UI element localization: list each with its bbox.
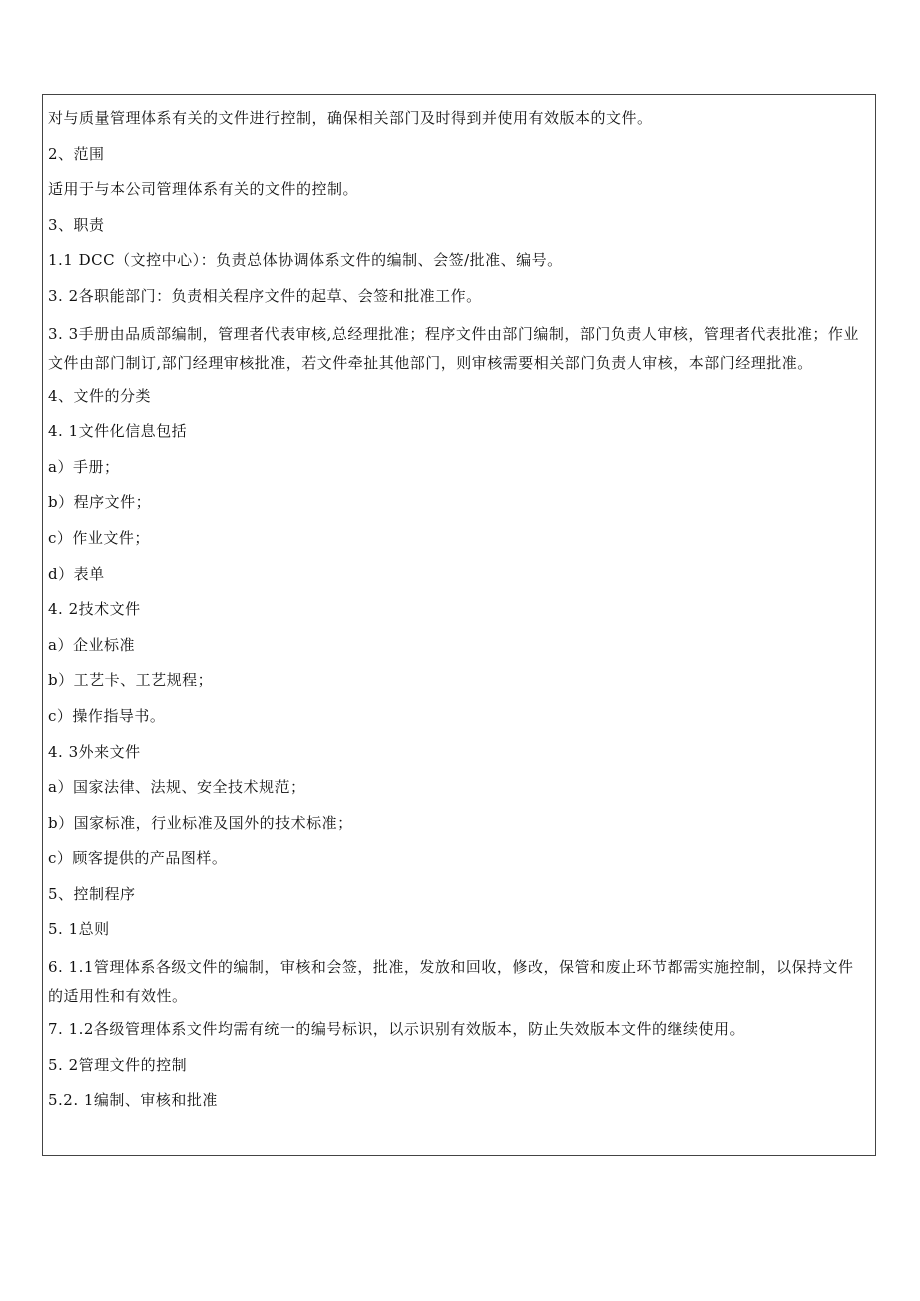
list-item: c）作业文件； <box>48 528 150 547</box>
item-4-2: 4. 2技术文件 <box>48 600 141 619</box>
item-3-3: 3. 3手册由品质部编制，管理者代表审核,总经理批准；程序文件由部门编制，部门负责人审核，管理者代表批准；作业文件由部门制订,部门经理审核批准，若文件牵扯其他部门，则审核需要相关部门负责人审核，本部门经理批准。 <box>48 324 859 372</box>
item-4-3: 4. 3外来文件 <box>48 742 141 761</box>
item-dcc: 1.1 DCC（文控中心）：负责总体协调体系文件的编制、会签/批准、编号。 <box>48 251 563 270</box>
paragraph-purpose: 对与质量管理体系有关的文件进行控制，确保相关部门及时得到并使用有效版本的文件。 <box>48 109 653 127</box>
item-3-2: 3. 2各职能部门：负责相关程序文件的起草、会签和批准工作。 <box>48 286 482 305</box>
list-item: c）操作指导书。 <box>48 706 166 725</box>
document-body <box>48 106 867 1124</box>
item-5-2-1: 5.2. 1编制、审核和批准 <box>48 1091 218 1110</box>
item-5-1: 5. 1总则 <box>48 920 110 939</box>
document-frame <box>42 94 876 1156</box>
list-item: b）工艺卡、工艺规程； <box>48 671 214 690</box>
list-item: a）企业标准 <box>48 635 135 654</box>
list-item: b）国家标准，行业标准及国外的技术标准； <box>48 813 353 832</box>
heading-scope: 2、范围 <box>48 144 105 163</box>
item-6-1-1: 6. 1.1管理体系各级文件的编制，审核和会签，批准，发放和回收，修改，保管和废止环节都需实施控制，以保持文件的适用性和有效性。 <box>48 958 854 1006</box>
heading-classification: 4、文件的分类 <box>48 386 152 405</box>
list-item: b）程序文件； <box>48 493 152 512</box>
list-item: a）国家法律、法规、安全技术规范； <box>48 778 306 797</box>
item-4-1: 4. 1文件化信息包括 <box>48 422 188 441</box>
list-item: d）表单 <box>48 564 105 583</box>
heading-responsibilities: 3、职责 <box>48 215 105 234</box>
paragraph-scope: 适用于与本公司管理体系有关的文件的控制。 <box>48 180 359 199</box>
item-7-1-2: 7. 1.2各级管理体系文件均需有统一的编号标识，以示识别有效版本，防止失效版本文件的继续使用。 <box>48 1020 745 1039</box>
list-item: c）顾客提供的产品图样。 <box>48 849 228 868</box>
list-item: a）手册； <box>48 457 120 476</box>
item-5-2: 5. 2管理文件的控制 <box>48 1055 188 1074</box>
heading-control-procedure: 5、控制程序 <box>48 884 136 903</box>
